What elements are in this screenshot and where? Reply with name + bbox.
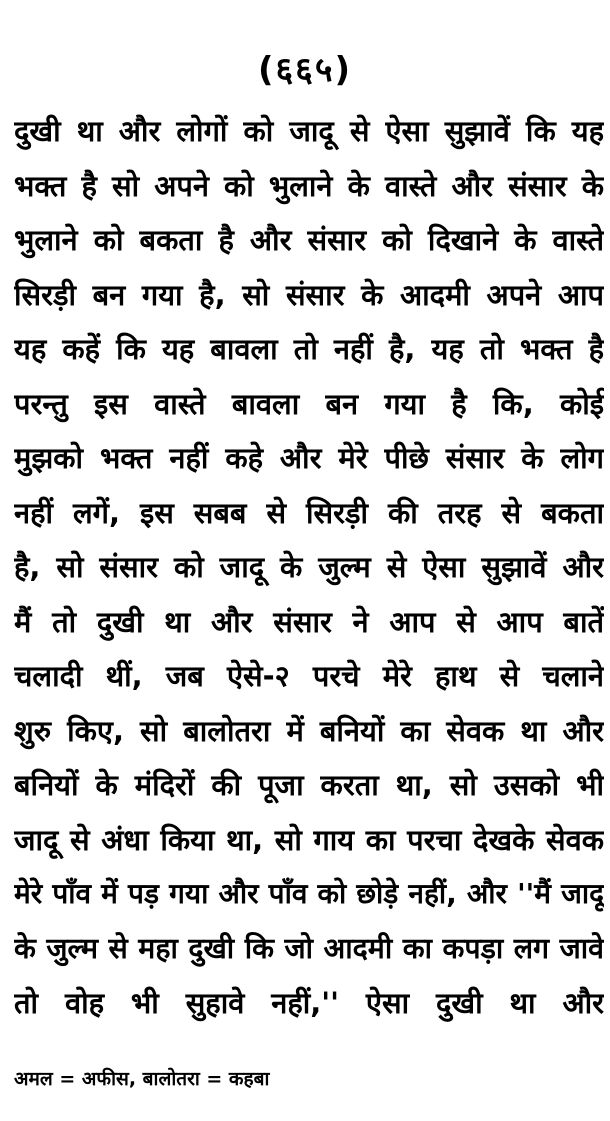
text-line: सिरड़ी बन गया है, सो संसार के आदमी अपने आप — [14, 277, 604, 312]
body-text — [14, 104, 604, 1031]
text-line: चलादी थीं, जब ऐसे-२ परचे मेरे हाथ से चलाने — [14, 659, 604, 693]
text-line: दुखी था और लोगों को जादू से ऐसा सुझावें कि यह — [14, 114, 604, 148]
text-line: परन्तु इस वास्ते बावला बन गया है कि, कोई — [14, 386, 604, 421]
text-line: नहीं लगें, इस सबब से सिरड़ी की तरह से बकता — [14, 495, 604, 530]
text-line: मेरे पाँव में पड़ गया और पाँव को छोड़े नहीं, और ''मैं जादू — [14, 877, 604, 910]
text-line: भुलाने को बकता है और संसार को दिखाने के वास्ते — [14, 223, 604, 257]
text-line: मैं तो दुखी था और संसार ने आप से आप बातें — [14, 604, 604, 639]
text-line: तो वोह भी सुहावे नहीं,'' ऐसा दुखी था और — [14, 986, 604, 1020]
text-line: के जुल्म से महा दुखी कि जो आदमी का कपड़ा लग जावे — [14, 931, 604, 965]
text-line: शुरु किए, सो बालोतरा में बनियों का सेवक था और — [14, 713, 604, 748]
footnote: अमल = अफीस, बालोतरा = कहबा — [14, 1068, 270, 1090]
text-line: जादू से अंधा किया था, सो गाय का परचा देखके सेवक — [14, 822, 604, 857]
text-line: बनियों के मंदिरों की पूजा करता था, सो उसको भी — [14, 768, 604, 802]
page-number: (६६५) — [257, 50, 353, 90]
text-line: है, सो संसार को जादू के जुल्म से ऐसा सुझावें और — [14, 550, 604, 584]
text-line: यह कहें कि यह बावला तो नहीं है, यह तो भक्त है — [14, 332, 604, 366]
text-line: भक्त है सो अपने को भुलाने के वास्ते और संसार के — [14, 168, 604, 203]
text-line: मुझको भक्त नहीं कहे और मेरे पीछे संसार के लोग — [14, 441, 604, 475]
